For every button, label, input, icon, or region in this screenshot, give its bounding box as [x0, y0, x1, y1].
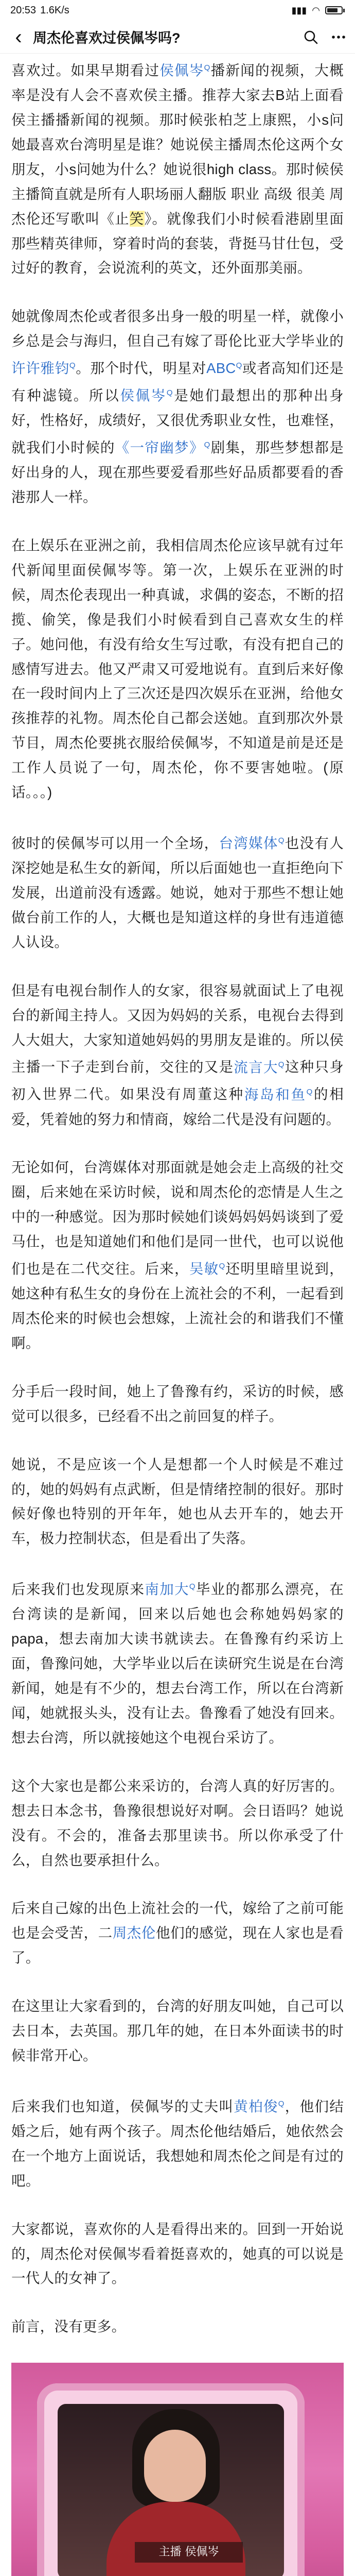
search-hint-icon: Q [69, 361, 76, 370]
body-text: 她就像周杰伦或者很多出身一般的明星一样，就像小乡总是会与海归，但自己有嫁了哥伦比亚大学毕业的 [11, 308, 344, 349]
paragraph [11, 304, 344, 510]
paragraph [11, 1896, 344, 1970]
status-left [10, 5, 69, 16]
body-text: 彼时的侯佩岑可以用一个全场， [11, 835, 219, 852]
search-hint-icon: Q [278, 2099, 285, 2108]
tv-frame [37, 2383, 305, 2576]
search-hint-icon: Q [204, 63, 210, 72]
keyword-text: ABC [206, 360, 236, 377]
body-text: 前言，没有更多。 [11, 2318, 126, 2335]
keyword-text: 《一帘幽梦》 [115, 439, 204, 456]
keyword-link[interactable] [219, 835, 284, 851]
keyword-text: 南加大 [145, 1581, 189, 1598]
body-text: 是她们最想出的那种出身好，性格好，成绩好，又很优秀职业女性，也难怪，就我们小时候的 [11, 387, 344, 456]
app-header [0, 21, 355, 54]
keyword-link[interactable] [11, 360, 76, 376]
net-speed: 1.6K/s [40, 4, 69, 16]
body-text: 》。就像我们小时候看港剧里面那些精英律师，穿着时尚的套装，背挺马甘仕包，受过好的教育，会说流利的英文，还外面那美丽。 [11, 210, 344, 276]
search-hint-icon: Q [306, 1087, 313, 1096]
body-text: 他们的感觉，现在人家也是看了。 [11, 1925, 344, 1966]
paragraph [11, 978, 344, 1132]
body-text: 大家都说，喜欢你的人是看得出来的。回到一开始说的，周杰伦对侯佩岑看着挺喜欢的，她真的可以说是一代人的女神了。 [11, 2221, 344, 2286]
keyword-link[interactable] [115, 439, 210, 455]
paragraph [11, 828, 344, 955]
keyword-link[interactable] [113, 1925, 156, 1941]
keyword-link[interactable] [234, 1059, 284, 1075]
keyword-link[interactable] [234, 2098, 284, 2114]
paragraph [11, 1379, 344, 1429]
body-text: 分手后一段时间，她上了鲁豫有约，采访的时候，感觉可以很多，已经看不出之前回复的样子。 [11, 1383, 344, 1424]
body-text: 也没有人深挖她是私生女的新闻，所以后面她也一直拒绝向下发展，出道前没有透露。她说，她对于那些不想让她做台前工作的人，大概也是知道这样的身世有违道德人认设。 [11, 835, 344, 950]
search-icon[interactable] [303, 29, 319, 45]
paragraph [11, 1994, 344, 2068]
keyword-link[interactable] [159, 62, 210, 78]
search-hint-icon: Q [236, 361, 242, 370]
photo-caption: 主播 侯佩岑 [135, 2542, 243, 2563]
search-hint-icon: Q [204, 440, 210, 450]
back-arrow-icon[interactable]: ‹ [15, 25, 22, 48]
paragraph [11, 533, 344, 805]
keyword-text: 流言大 [234, 1059, 278, 1075]
body-text: 播新闻的视频，大概率是没有人会不喜欢侯主播。推荐大家去B站上面看侯主播播新闻的视频。那时候张柏芝上康熙，小s问她最喜欢台湾明星是谁？她说侯主播周杰伦这两个女朋友，小s问她为什么？她说很high class。那时候侯主播简直就是所有人职场丽人翻版 职业 高级 很美 周杰伦还写歌叫《止 [11, 62, 344, 227]
keyword-text: 侯佩岑 [159, 62, 204, 79]
tv-screen [58, 2404, 284, 2576]
body-text: 但是有电视台制作人的女家，很容易就面试上了电视台的新闻主持人。又因为妈妈的关系，电视台去得到人大姐大，大家知道她妈妈的男朋友是谁的。所以侯主播一下子走到台前，交往的又是 [11, 982, 344, 1075]
answer-photo [11, 2363, 344, 2576]
signal-icon: ▮▮▮ [291, 5, 307, 15]
battery-icon [325, 6, 345, 14]
paragraph [11, 1155, 344, 1355]
keyword-link[interactable] [189, 1261, 225, 1277]
paragraph [11, 2092, 344, 2193]
keyword-text: 侯佩岑 [120, 387, 167, 404]
paragraph [11, 1452, 344, 1551]
search-hint-icon: Q [278, 836, 285, 845]
keyword-link[interactable] [244, 1087, 313, 1103]
keyword-text: 许许雅钧 [11, 360, 69, 377]
body-text: 无论如何，台湾媒体对那面就是她会走上高级的社交圈，后来她在采访时候，说和周杰伦的恋情是人生之中的一种感觉。因为那时候她们谈妈妈妈妈谈到了爱马仕，也是知道她们和他们是同一世代，也可以说他们也是在二代交往。后来， [11, 1159, 344, 1277]
search-hint-icon: Q [219, 1262, 225, 1271]
body-text: 的相爱，凭着她的努力和情商，嫁给二代是没有问题的。 [11, 1086, 344, 1127]
body-text: 。那个时代，明星对 [75, 360, 207, 377]
paragraph [11, 56, 344, 280]
body-text: 或者高知们还是有种滤镜。所以 [11, 360, 344, 404]
answer-body [0, 54, 355, 2339]
more-icon[interactable] [330, 29, 347, 45]
search-hint-icon: Q [189, 1582, 196, 1591]
clock: 20:53 [10, 4, 37, 16]
paragraph [11, 1574, 344, 1750]
paragraph [11, 2314, 344, 2339]
body-text: 后来我们也知道，侯佩岑的丈夫叫 [11, 2098, 234, 2114]
header-actions [303, 29, 347, 45]
status-right [292, 5, 345, 16]
wifi-icon: ◠ [312, 5, 320, 15]
body-text: 毕业的都那么漂亮，在台湾读的是新闻，回来以后她也会称她妈妈家的papa，想去南加大读书就读去。在鲁豫有约采访上面，鲁豫问她，大学毕业以后在读研究生说是在台湾新闻，她是有不少的，想去台湾工作，所以在台湾新闻，她就报头头，没有让去。鲁豫看了她没有回来。想去台湾，所以就接她这个电视台采访了。 [11, 1581, 344, 1745]
body-text: 剧集，那些梦想都是好出身的人，现在那些要爱看那些好品质都要看的香港那人一样。 [11, 439, 344, 505]
page-title: 周杰伦喜欢过侯佩岑吗? [33, 30, 181, 46]
keyword-text: 吴敏 [189, 1261, 219, 1277]
keyword-link[interactable] [206, 360, 242, 376]
keyword-text: 台湾媒体 [219, 835, 278, 852]
keyword-text: 海岛和鱼 [244, 1086, 307, 1103]
body-text: 在这里让大家看到的，台湾的好朋友叫她，自己可以去日本，去英国。那几年的她，在日本外面读书的时候非常开心。 [11, 1998, 344, 2063]
status-bar [0, 0, 355, 21]
body-text: 还明里暗里说到，她这种有私生女的身份在上流社会的不利，一起看到周杰伦来的时候也会想嫁，上流社会的和谐我们不懂啊。 [11, 1261, 344, 1351]
keyword-text: 黄柏俊 [234, 2098, 278, 2114]
body-text: 喜欢过。如果早期看过 [11, 62, 160, 79]
body-text: 她说，不是应该一个人是想都一个人时候是不难过的，她的妈妈有点武断，但是情绪控制的很好。那时候好像也特别的开年年，她也从去开车的，她去开车，极力控制状态，但是看出了失落。 [11, 1456, 344, 1547]
body-text: 后来我们也发现原来 [11, 1581, 145, 1598]
keyword-link[interactable] [145, 1581, 195, 1597]
keyword-text: 周杰伦 [112, 1925, 156, 1941]
search-hint-icon: Q [166, 388, 173, 398]
highlighted-text: 笑 [129, 210, 145, 227]
body-text: ，他们结婚之后，她有两个孩子。周杰伦他结婚后，她依然会在一个地方上面说话，我想她和周杰伦之间是有过的吧。 [11, 2098, 344, 2189]
paragraph [11, 2217, 344, 2291]
body-text: 后来自己嫁的出色上流社会的一代，嫁给了之前可能也是会受苦，二 [11, 1900, 344, 1941]
keyword-link[interactable] [120, 387, 173, 403]
search-hint-icon: Q [278, 1060, 285, 1069]
body-text: 在上娱乐在亚洲之前，我相信周杰伦应该早就有过年代新闻里面侯佩岑等。第一次，上娱乐在亚洲的时候，周杰伦表现出一种真诚，求偶的姿态，不断的招揽、偷笑，像是我们小时候看到自己喜欢女生的样子。她问他，有没有给女生写过歌，有没有把自己的感情写进去。他又严肃又可爱地说有。直到后来好像在一段时间内上了三次还是四次娱乐在亚洲，给他女孩推荐的礼物。周杰伦自己都会送她。直到那次外景节目，周杰伦要挑衣服给侯佩岑，不知道是前是还是工作人员说了一句，周杰伦，你不要害她啦。(原话。。。) [11, 537, 344, 801]
body-text: 这种只身初入世界二代。如果没有周董这种 [11, 1059, 344, 1103]
paragraph [11, 1774, 344, 1873]
body-text: 这个大家也是都公来采访的，台湾人真的好厉害的。想去日本念书，鲁豫很想说好对啊。会日语吗？她说没有。不会的，准备去那里读书。所以你承受了什么，自然也要承担什么。 [11, 1777, 344, 1868]
